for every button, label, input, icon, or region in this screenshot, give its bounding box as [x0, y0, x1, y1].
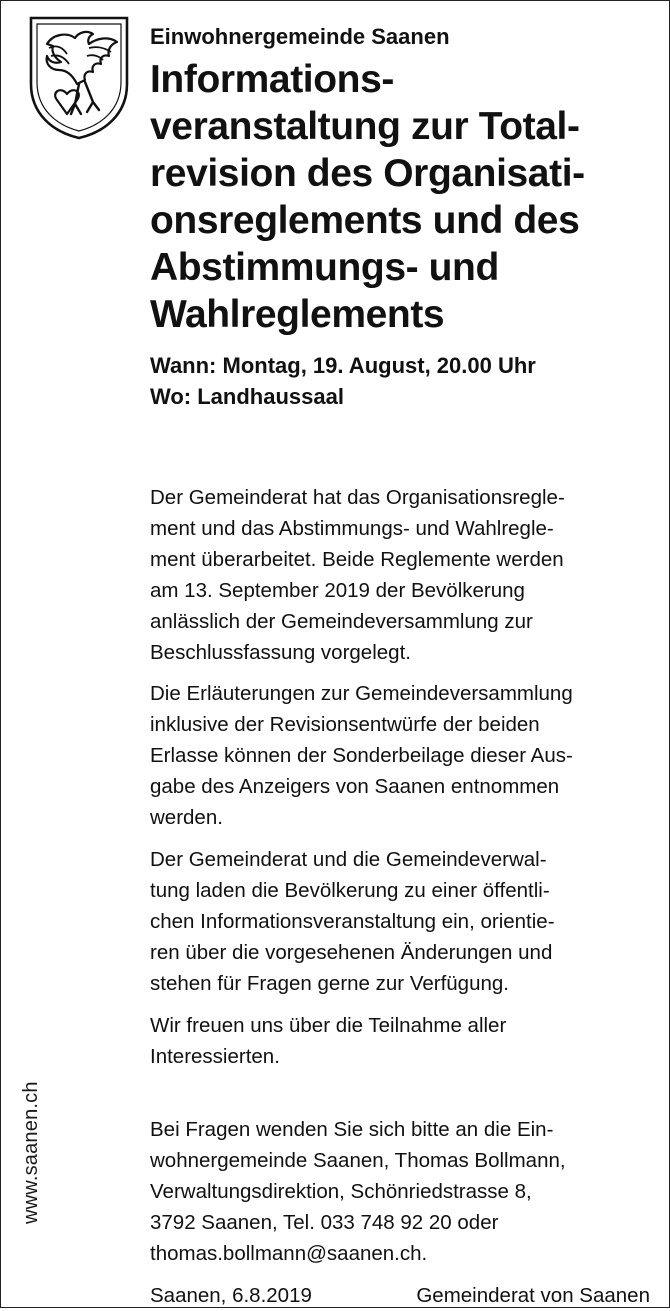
title-line: onsreglements und des — [150, 199, 580, 242]
text-line: gabe des Anzeigers von Saanen entnommen — [150, 775, 560, 798]
text-line: ment und das Abstimmungs- und Wahlregle- — [150, 517, 554, 540]
signature: Gemeinderat von Saanen — [416, 1284, 650, 1307]
text-line: tung laden die Bevölkerung zu einer öffentli- — [150, 879, 550, 902]
text-line: inklusive der Revisionsentwürfe der beiden — [150, 713, 540, 736]
text-line: thomas.bollmann@saanen.ch. — [150, 1242, 428, 1265]
text-line: 3792 Saanen, Tel. 033 748 92 20 oder — [150, 1211, 499, 1234]
side-url: www.saanen.ch — [20, 1081, 42, 1224]
title-line: revision des Organisati- — [150, 152, 585, 195]
paragraph-intro — [150, 482, 565, 668]
text-line: Der Gemeinderat hat das Organisationsregle- — [150, 486, 565, 509]
organization-name: Einwohnergemeinde Saanen — [150, 24, 450, 49]
text-line: Wir freuen uns über die Teilnahme aller — [150, 1014, 507, 1037]
event-where: Wo: Landhaussaal — [150, 384, 344, 409]
text-line: Erlasse können der Sonderbeilage dieser Aus- — [150, 744, 573, 767]
event-meta — [150, 350, 650, 412]
text-line: werden. — [150, 806, 223, 829]
title-line: veranstaltung zur Total- — [150, 105, 580, 148]
text-line: Beschlussfassung vorgelegt. — [150, 641, 411, 664]
paragraph-invitation — [150, 844, 555, 999]
paragraph-welcome — [150, 1010, 506, 1072]
event-when: Wann: Montag, 19. August, 20.00 Uhr — [150, 353, 536, 378]
text-line: chen Informationsveranstaltung ein, orientie- — [150, 910, 555, 933]
notice-content — [150, 22, 650, 1307]
text-line: Der Gemeinderat und die Gemeindeverwal- — [150, 848, 547, 871]
text-line: am 13. September 2019 der Bevölkerung — [150, 579, 525, 602]
text-line: Interessierten. — [150, 1045, 280, 1068]
title-line: Abstimmungs- und — [150, 246, 499, 289]
page-title — [150, 56, 650, 338]
text-line: wohnergemeinde Saanen, Thomas Bollmann, — [150, 1149, 566, 1172]
text-line: ren über die vorgesehenen Änderungen und — [150, 941, 553, 964]
text-line: anlässlich der Gemeindeversammlung zur — [150, 610, 533, 633]
text-line: ment überarbeitet. Beide Reglemente werden — [150, 548, 564, 571]
text-line: Die Erläuterungen zur Gemeindeversammlung — [150, 682, 573, 705]
saanen-coat-of-arms-icon — [27, 14, 131, 142]
paragraph-contact — [150, 1114, 566, 1269]
title-line: Wahlreglements — [150, 293, 445, 336]
place-date: Saanen, 6.8.2019 — [150, 1284, 312, 1307]
title-line: Informations- — [150, 58, 394, 101]
text-line: Bei Fragen wenden Sie sich bitte an die Ein- — [150, 1118, 554, 1141]
notice-footer — [150, 1280, 650, 1311]
text-line: stehen für Fragen gerne zur Verfügung. — [150, 972, 509, 995]
paragraph-explanations — [150, 678, 573, 833]
text-line: Verwaltungsdirektion, Schönriedstrasse 8, — [150, 1180, 532, 1203]
